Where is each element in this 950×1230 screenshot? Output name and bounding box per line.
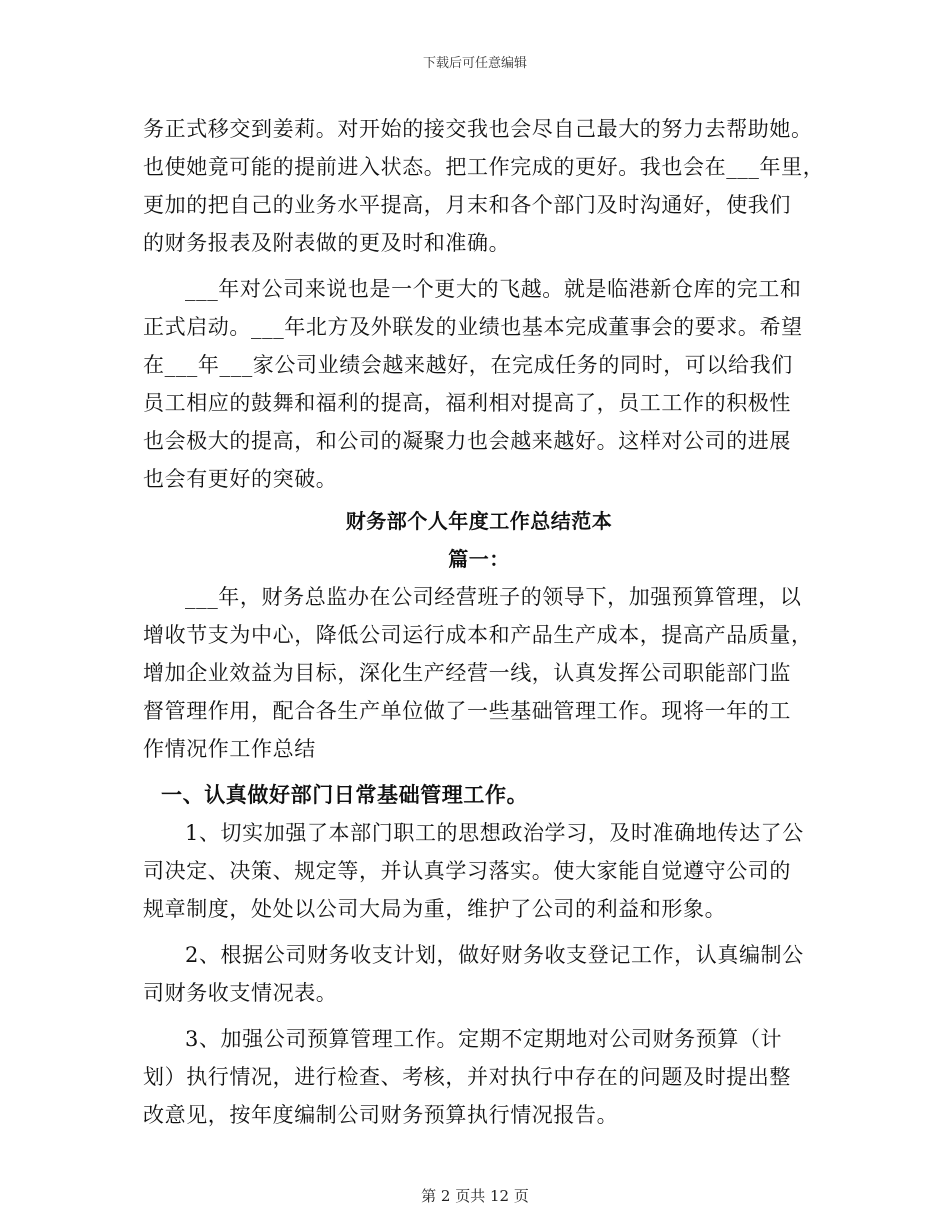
text-line: 1、切实加强了本部门职工的思想政治学习，及时准确地传达了公 [185, 821, 804, 845]
page-footer: 第 2 页共 12 页 [421, 1187, 529, 1205]
text-line: 的财务报表及附表做的更及时和准确。 [143, 231, 511, 255]
text-line: 在___年___家公司业绩会越来越好，在完成任务的同时，可以给我们 [143, 353, 793, 377]
paragraph-5 [143, 936, 815, 1012]
text-line: 也使她竟可能的提前进入状态。把工作完成的更好。我也会在___年里， [143, 155, 825, 179]
section-heading: 一、认真做好部门日常基础管理工作。 [161, 782, 529, 807]
text-line: 2、根据公司财务收支计划，做好财务收支登记工作，认真编制公 [185, 943, 804, 967]
text-line: 也会极大的提高，和公司的凝聚力也会越来越好。这样对公司的进展 [143, 429, 791, 453]
paragraph-6 [143, 1020, 815, 1134]
text-line: 员工相应的鼓舞和福利的提高，福利相对提高了，员工工作的积极性 [143, 391, 791, 415]
text-line: 更加的把自己的业务水平提高，月末和各个部门及时沟通好，使我们 [143, 193, 791, 217]
text-line: ___年对公司来说也是一个更大的飞越。就是临港新仓库的完工和 [185, 277, 802, 301]
paragraph-2 [143, 270, 815, 498]
text-line: ___年，财务总监办在公司经营班子的领导下，加强预算管理，以 [185, 585, 802, 609]
text-line: 督管理作用，配合各生产单位做了一些基础管理工作。现将一年的工 [143, 699, 791, 723]
text-line: 作情况作工作总结 [143, 737, 316, 761]
text-line: 规章制度，处处以公司大局为重，维护了公司的利益和形象。 [143, 897, 727, 921]
text-line: 3、加强公司预算管理工作。定期不定期地对公司财务预算（计 [185, 1027, 783, 1051]
section-subtitle: 篇一： [448, 547, 510, 571]
paragraph-1 [143, 110, 825, 262]
text-line: 增加企业效益为目标，深化生产经营一线，认真发挥公司职能部门监 [143, 661, 791, 685]
paragraph-3 [143, 578, 815, 768]
paragraph-4 [143, 814, 815, 928]
text-line: 正式启动。___年北方及外联发的业绩也基本完成董事会的要求。希望 [143, 315, 803, 339]
text-line: 也会有更好的突破。 [143, 467, 338, 491]
text-line: 改意见，按年度编制公司财务预算执行情况报告。 [143, 1103, 619, 1127]
text-line: 司决定、决策、规定等，并认真学习落实。使大家能自觉遵守公司的 [143, 859, 791, 883]
page-header: 下载后可任意编辑 [422, 56, 527, 71]
document-body [143, 110, 825, 1134]
text-line: 划）执行情况，进行检查、考核，并对执行中存在的问题及时提出整 [143, 1065, 791, 1089]
text-line: 增收节支为中心，降低公司运行成本和产品生产成本，提高产品质量， [143, 623, 813, 647]
text-line: 司财务收支情况表。 [143, 981, 338, 1005]
document-title: 财务部个人年度工作总结范本 [345, 509, 613, 533]
text-line: 务正式移交到姜莉。对开始的接交我也会尽自己最大的努力去帮助她。 [143, 117, 813, 141]
